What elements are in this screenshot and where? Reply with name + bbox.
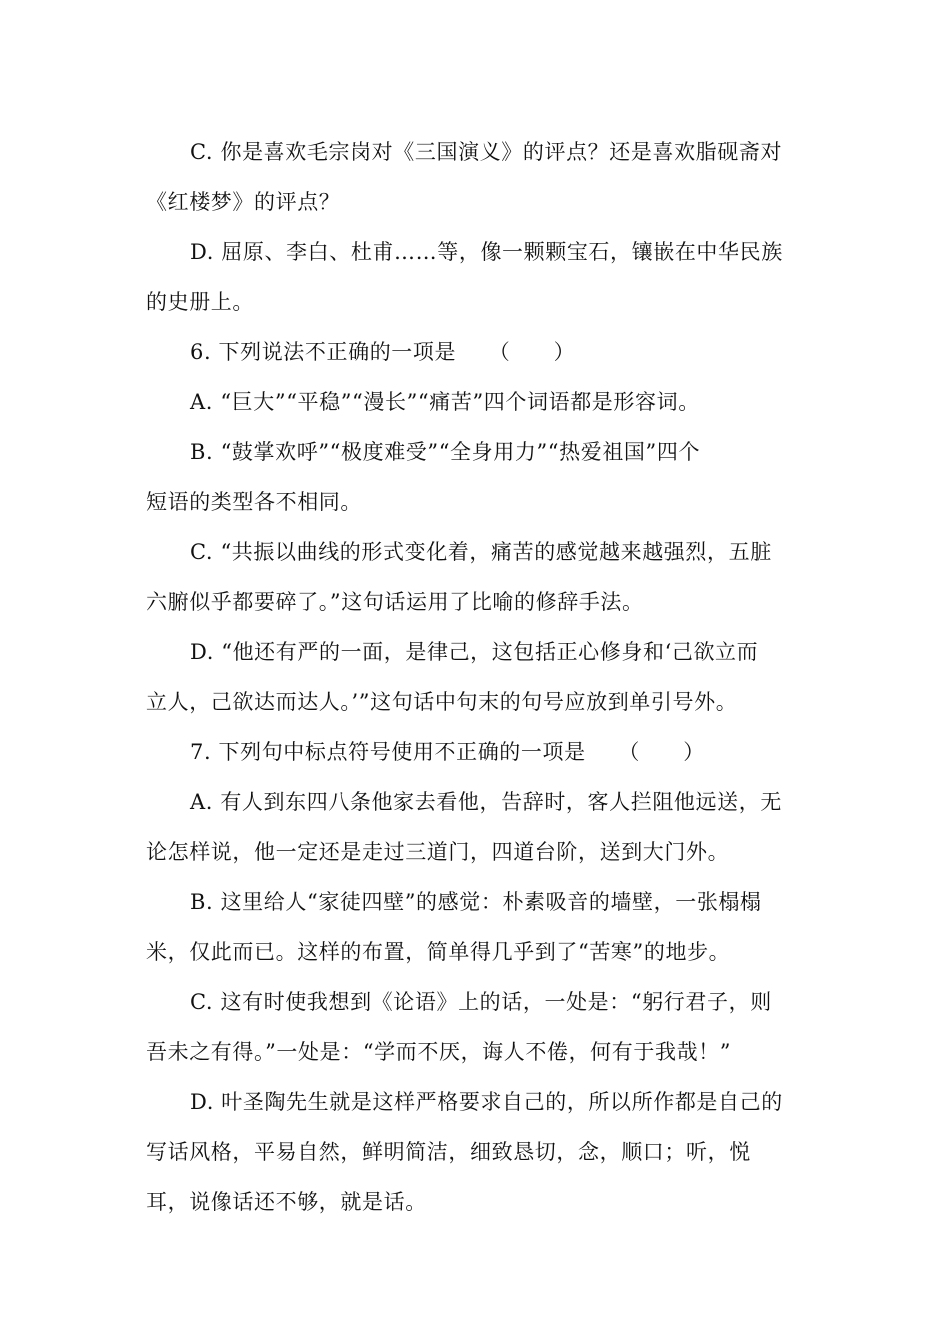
q6-option-c-line1: C. “共振以曲线的形式变化着，痛苦的感觉越来越强烈，五脏 xyxy=(190,540,772,564)
q5-option-c-line2: 《红楼梦》的评点？ xyxy=(146,190,341,214)
q6-stem: 6. 下列说法不正确的一项是 （ ） xyxy=(190,340,576,364)
q6-option-d-line1: D. “他还有严的一面，是律己，这包括正心修身和‘己欲立而 xyxy=(190,640,759,664)
q7-option-c-line2: 吾未之有得。”一处是：“学而不厌，诲人不倦，何有于我哉！” xyxy=(146,1040,732,1064)
q7-option-b-line1: B. 这里给人“家徒四壁”的感觉：朴素吸音的墙壁，一张榻榻 xyxy=(190,890,762,914)
q7-option-b-line2: 米，仅此而已。这样的布置，简单得几乎到了“苦寒”的地步。 xyxy=(146,940,731,964)
q6-option-a-line1: A. “巨大”“平稳”“漫长”“痛苦”四个词语都是形容词。 xyxy=(190,390,700,414)
q5-option-d-line2: 的史册上。 xyxy=(146,290,254,314)
q7-option-d-line3: 耳，说像话还不够，就是话。 xyxy=(146,1190,427,1214)
q7-option-a-line1: A. 有人到东四八条他家去看他，告辞时，客人拦阻他远送，无 xyxy=(190,790,782,814)
q6-option-b-line1: B. “鼓掌欢呼”“极度难受”“全身用力”“热爱祖国”四个 xyxy=(190,440,701,464)
q7-option-c-line1: C. 这有时使我想到《论语》上的话，一处是：“躬行君子，则 xyxy=(190,990,772,1014)
q7-option-d-line2: 写话风格，平易自然，鲜明简洁，细致恳切，念，顺口；听，悦 xyxy=(146,1140,751,1164)
q7-stem: 7. 下列句中标点符号使用不正确的一项是 （ ） xyxy=(190,740,705,764)
q6-option-d-line2: 立人，己欲达而达人。’”这句话中句末的句号应放到单引号外。 xyxy=(146,690,738,714)
q6-option-c-line2: 六腑似乎都要碎了。”这句话运用了比喻的修辞手法。 xyxy=(146,590,644,614)
q7-option-d-line1: D. 叶圣陶先生就是这样严格要求自己的，所以所作都是自己的 xyxy=(190,1090,783,1114)
q5-option-c-line1: C. 你是喜欢毛宗岗对《三国演义》的评点？还是喜欢脂砚斋对 xyxy=(190,140,783,164)
q6-option-b-line2: 短语的类型各不相同。 xyxy=(146,490,362,514)
q5-option-d-line1: D. 屈原、李白、杜甫……等，像一颗颗宝石，镶嵌在中华民族 xyxy=(190,240,783,264)
q7-option-a-line2: 论怎样说，他一定还是走过三道门，四道台阶，送到大门外。 xyxy=(146,840,730,864)
